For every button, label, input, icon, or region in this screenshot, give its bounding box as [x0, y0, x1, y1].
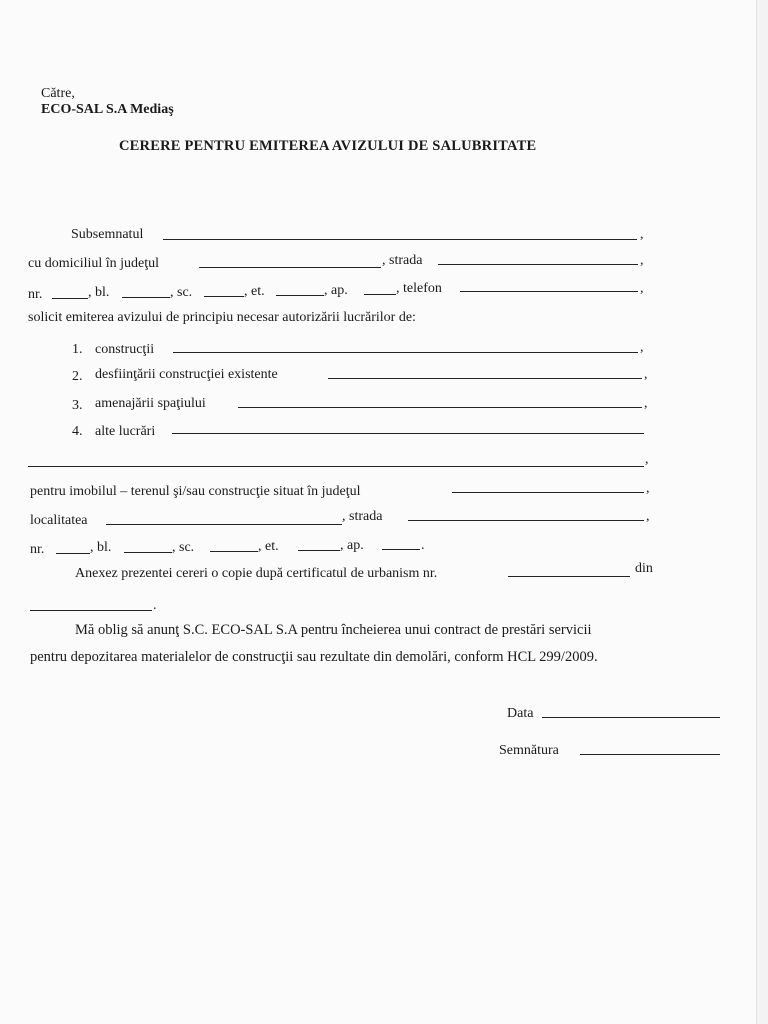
work-item-label: alte lucrări: [95, 424, 156, 439]
label-subsemnatul: Subsemnatul: [71, 227, 144, 242]
comma: ,: [640, 340, 644, 355]
label-sc: , sc.: [170, 285, 193, 300]
comma: ,: [640, 227, 644, 242]
label-nr-imobil: nr.: [30, 542, 45, 557]
label-imobil: pentru imobilul – terenul şi/sau construcţie situat în judeţul: [30, 484, 361, 499]
obligation-line-1: Mă oblig să anunţ S.C. ECO-SAL S.A pentru încheierea unui contract de prestări servicii: [75, 622, 592, 638]
label-din: din: [635, 561, 653, 576]
work-item-number: 2.: [72, 369, 83, 384]
recipient-line: Către,: [41, 86, 75, 101]
request-text: solicit emiterea avizului de principiu necesar autorizării lucrărilor de:: [28, 310, 416, 325]
field-bl[interactable]: [122, 297, 170, 298]
label-et: , et.: [244, 284, 265, 299]
company-name: ECO-SAL S.A Mediaş: [41, 102, 174, 117]
comma: ,: [644, 396, 648, 411]
label-bl: , bl.: [88, 285, 110, 300]
label-et-imobil: , et.: [258, 539, 279, 554]
form-title: CERERE PENTRU EMITEREA AVIZULUI DE SALUBRITATE: [119, 138, 537, 154]
field-certificat-nr[interactable]: [508, 576, 630, 577]
label-ap: , ap.: [324, 283, 348, 298]
work-item-number: 1.: [72, 342, 83, 357]
label-semnatura: Semnătura: [499, 743, 559, 758]
work-item-label: amenajării spaţiului: [95, 396, 206, 411]
field-ap[interactable]: [364, 294, 396, 295]
field-judet-imobil[interactable]: [452, 492, 644, 493]
field-bl-imobil[interactable]: [124, 552, 172, 553]
field-sc[interactable]: [204, 296, 244, 297]
field-sc-imobil[interactable]: [210, 551, 258, 552]
comma: ,: [640, 253, 644, 268]
field-strada-domiciliu[interactable]: [438, 264, 638, 265]
field-alte-lucrari-continued[interactable]: [28, 466, 644, 467]
field-amenajare[interactable]: [238, 407, 642, 408]
field-judet-domiciliu[interactable]: [199, 267, 381, 268]
field-constructii[interactable]: [173, 352, 638, 353]
work-item-number: 3.: [72, 398, 83, 413]
comma: ,: [646, 481, 650, 496]
field-telefon[interactable]: [460, 291, 638, 292]
label-data: Data: [507, 706, 534, 721]
comma: ,: [640, 281, 644, 296]
field-alte-lucrari[interactable]: [172, 433, 644, 434]
comma: ,: [646, 509, 650, 524]
field-ap-imobil[interactable]: [382, 549, 420, 550]
label-bl-imobil: , bl.: [90, 540, 112, 555]
field-certificat-data[interactable]: [30, 610, 152, 611]
field-localitatea[interactable]: [106, 524, 342, 525]
annex-text: Anexez prezentei cereri o copie după certificatul de urbanism nr.: [75, 566, 438, 581]
field-nr[interactable]: [52, 298, 88, 299]
field-et[interactable]: [276, 295, 324, 296]
field-subsemnatul[interactable]: [163, 239, 637, 240]
label-strada-imobil: , strada: [342, 509, 383, 524]
field-strada-imobil[interactable]: [408, 520, 644, 521]
work-item-number: 4.: [72, 424, 83, 439]
label-localitatea: localitatea: [30, 513, 88, 528]
field-data[interactable]: [542, 717, 720, 718]
label-ap-imobil: , ap.: [340, 538, 364, 553]
label-strada: , strada: [382, 253, 423, 268]
field-et-imobil[interactable]: [298, 550, 340, 551]
work-item-label: construcţii: [95, 342, 155, 357]
field-nr-imobil[interactable]: [56, 553, 90, 554]
label-sc-imobil: , sc.: [172, 540, 195, 555]
period: .: [153, 598, 157, 613]
work-item-label: desfiinţării construcţiei existente: [95, 367, 278, 382]
label-domiciliu: cu domiciliul în judeţul: [28, 256, 160, 271]
label-nr: nr.: [28, 287, 43, 302]
label-telefon: , telefon: [396, 281, 442, 296]
comma: ,: [645, 452, 649, 467]
comma: ,: [644, 367, 648, 382]
obligation-line-2: pentru depozitarea materialelor de construcţii sau rezultate din demolări, conform HCL 299/2009.: [30, 649, 598, 665]
field-semnatura[interactable]: [580, 754, 720, 755]
field-desfiintare[interactable]: [328, 378, 642, 379]
period: .: [421, 538, 425, 553]
